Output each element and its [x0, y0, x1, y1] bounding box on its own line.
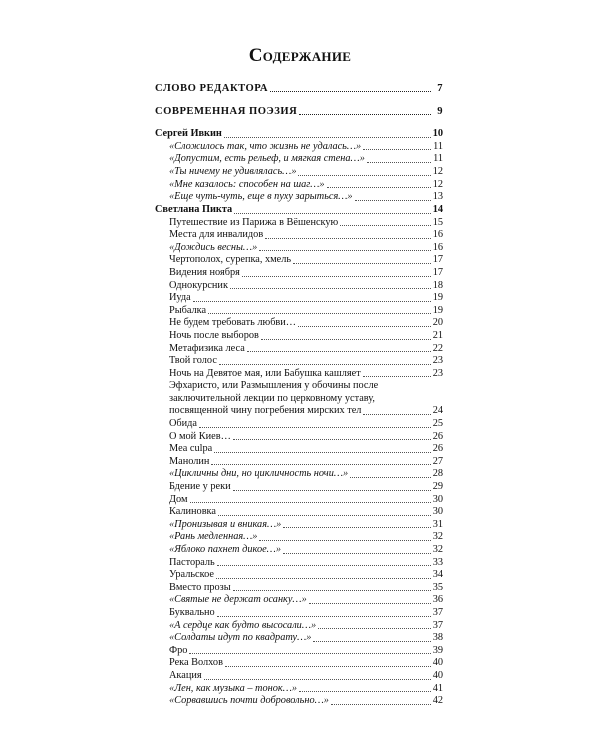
toc-page-number: 23 [432, 367, 443, 379]
toc-entry[interactable] [155, 431, 443, 444]
toc-entry-title: Бдение у реки [169, 481, 231, 493]
toc-section[interactable] [155, 82, 443, 95]
toc-page-number: 38 [432, 632, 443, 644]
toc-entry-title: Река Волхов [169, 657, 223, 669]
dot-leader [217, 565, 431, 566]
dot-leader [218, 515, 431, 516]
toc-entry-title: Не будем требовать любви… [169, 317, 297, 329]
toc-entry-title: Сергей Ивкин [155, 128, 222, 139]
dot-leader [270, 91, 431, 92]
toc-page-number: 14 [432, 203, 443, 215]
toc-entry[interactable] [155, 670, 443, 683]
dot-leader [367, 162, 431, 163]
toc-page-number: 29 [432, 481, 443, 493]
toc-page-number: 39 [432, 644, 443, 656]
toc-entry-title: Обида [169, 418, 197, 430]
toc-entry-title-line: заключительной лекции по церковному уставу, [169, 392, 376, 404]
toc-entry[interactable] [155, 280, 443, 293]
toc-entry-title: Места для инвалидов [169, 229, 264, 241]
toc-entry-title-line: посвященной чину погребения мирских тел [169, 405, 362, 417]
toc-entry[interactable] [155, 368, 443, 381]
toc-page-number: 26 [432, 443, 443, 455]
dot-leader [233, 439, 431, 440]
toc-page-number: 30 [432, 493, 443, 505]
toc-entry[interactable] [155, 594, 443, 607]
toc-entry[interactable] [155, 141, 443, 154]
dot-leader [259, 540, 430, 541]
dot-leader [242, 276, 431, 277]
toc-page-number: 19 [432, 304, 443, 316]
dot-leader [340, 225, 430, 226]
dot-leader [259, 250, 430, 251]
toc-entry-title: Однокурсник [169, 279, 228, 291]
toc-entry[interactable] [155, 544, 443, 557]
toc-page-number: 12 [432, 178, 443, 190]
dot-leader [224, 137, 431, 138]
dot-leader [247, 351, 431, 352]
toc-page-number: 37 [432, 606, 443, 618]
toc-entry-title: Mea culpa [169, 443, 213, 455]
toc-entry[interactable] [155, 166, 443, 179]
dot-leader [331, 704, 431, 705]
toc-entry[interactable] [155, 695, 443, 708]
toc-entry[interactable] [155, 506, 443, 519]
toc-page-number: 7 [437, 83, 443, 94]
toc-entry-title: «А сердце как будто высосали…» [169, 619, 317, 631]
toc-entry[interactable] [155, 582, 443, 595]
toc-page-number: 35 [432, 581, 443, 593]
toc-entry-title: «Допустим, есть рельеф, и мягкая стена…» [169, 153, 365, 165]
toc-entry-title: СОВРЕМЕННАЯ ПОЭЗИЯ [155, 106, 298, 117]
toc-entry[interactable] [155, 620, 443, 633]
toc-entry-title: Ночь после выборов [169, 329, 259, 341]
toc-page-number: 17 [432, 266, 443, 278]
toc-page-number: 32 [432, 544, 443, 555]
toc-entry-title: «Мне казалось: способен на шаг…» [169, 178, 325, 190]
dot-leader [318, 628, 431, 629]
toc-entry[interactable] [155, 229, 443, 242]
table-of-contents [155, 82, 443, 708]
toc-entry-title: Вместо прозы [169, 581, 231, 593]
toc-entry[interactable] [155, 645, 443, 658]
dot-leader [234, 213, 431, 214]
dot-leader [299, 114, 431, 115]
toc-entry[interactable] [155, 153, 443, 166]
toc-entry-title: «Дождись весны…» [169, 241, 258, 253]
dot-leader [363, 149, 431, 150]
dot-leader [309, 603, 431, 604]
toc-entry-title: «Сорвавшись почти добровольно…» [169, 695, 329, 707]
dot-leader [219, 364, 431, 365]
toc-page-number: 13 [432, 191, 443, 203]
toc-page-number: 41 [432, 682, 443, 694]
toc-entry[interactable] [155, 292, 443, 305]
toc-entry[interactable] [155, 242, 443, 255]
dot-leader [313, 641, 430, 642]
toc-entry-title: Фро [169, 644, 188, 656]
toc-entry[interactable] [155, 317, 443, 330]
toc-entry[interactable] [155, 531, 443, 544]
dot-leader [217, 616, 431, 617]
toc-page-number: 26 [432, 430, 443, 442]
toc-page-number: 24 [432, 405, 443, 417]
dot-leader [199, 427, 431, 428]
toc-entry[interactable] [155, 254, 443, 267]
dot-leader [298, 175, 430, 176]
toc-entry[interactable] [155, 481, 443, 494]
toc-page-number: 28 [432, 468, 443, 480]
dot-leader [265, 238, 431, 239]
dot-leader [299, 691, 431, 692]
dot-leader [327, 187, 431, 188]
dot-leader [208, 313, 431, 314]
toc-entry-title: «Ты ничему не удивлялась…» [169, 165, 297, 177]
toc-entry-title: Пастораль [169, 556, 215, 568]
toc-entry-title: Иуда [169, 292, 191, 304]
toc-entry[interactable] [155, 305, 443, 318]
toc-entry-title: «Пронизывая и вникая…» [169, 518, 282, 530]
toc-page-number: 20 [432, 317, 443, 329]
toc-page-number: 40 [432, 669, 443, 681]
toc-entry[interactable] [155, 519, 443, 532]
toc-entry-title: «Яблоко пахнет дикое…» [169, 544, 281, 555]
toc-page-number: 32 [432, 531, 443, 543]
toc-page-number: 15 [432, 216, 443, 228]
toc-entry[interactable] [155, 179, 443, 192]
dot-leader [189, 653, 430, 654]
toc-section[interactable] [155, 105, 443, 118]
dot-leader [233, 590, 431, 591]
dot-leader [283, 527, 430, 528]
toc-page-number: 37 [432, 619, 443, 631]
toc-page-number: 23 [432, 355, 443, 367]
toc-entry-title: «Сложилось так, что жизнь не удалась…» [169, 140, 362, 152]
toc-entry[interactable] [155, 217, 443, 230]
toc-entry-title: Ночь на Девятое мая, или Бабушка кашляет [169, 367, 361, 379]
toc-entry[interactable] [155, 443, 443, 456]
toc-page-number: 40 [432, 657, 443, 669]
toc-entry-title: Светлана Пикта [155, 203, 233, 215]
toc-entry-title: «Рань медленная…» [169, 531, 258, 543]
toc-entry-title: Акация [169, 669, 202, 681]
toc-page-number: 27 [432, 455, 443, 467]
dot-leader [225, 666, 431, 667]
dot-leader [363, 414, 430, 415]
toc-page-number: 31 [432, 518, 443, 530]
toc-entry-title: СЛОВО РЕДАКТОРА [155, 83, 269, 94]
toc-page-number: 21 [432, 329, 443, 341]
toc-page-number: 34 [432, 569, 443, 581]
toc-page-number: 19 [432, 292, 443, 304]
dot-leader [298, 326, 431, 327]
toc-entry-last-line [155, 405, 443, 418]
dot-leader [214, 452, 431, 453]
dot-leader [230, 288, 431, 289]
dot-leader [261, 339, 431, 340]
toc-page-number: 16 [432, 241, 443, 253]
toc-entry[interactable] [155, 191, 443, 204]
toc-page-number: 17 [432, 254, 443, 266]
toc-entry[interactable] [155, 456, 443, 469]
toc-entry-title: Твой голос [169, 355, 217, 367]
toc-page-number: 11 [433, 140, 443, 152]
toc-entry[interactable] [155, 355, 443, 368]
dot-leader [204, 679, 431, 680]
toc-entry-title: «Еще чуть-чуть, еще в пуху зарыться…» [169, 191, 353, 203]
toc-entry[interactable] [155, 343, 443, 356]
toc-page-number: 18 [432, 279, 443, 291]
toc-entry-title: Буквально [169, 606, 215, 618]
page-title: Содержание [248, 45, 352, 66]
dot-leader [283, 553, 431, 554]
toc-entry-title-line: Эфхаристо, или Размышления у обочины после [169, 380, 379, 392]
toc-entry-title: Метафизика леса [169, 342, 245, 354]
toc-author[interactable] [155, 128, 443, 141]
toc-entry-title: Путешествие из Парижа в Вёшенскую [169, 216, 339, 228]
toc-page-number: 11 [433, 153, 443, 165]
toc-entry-title: «Лен, как музыка – тонок…» [169, 682, 298, 694]
dot-leader [233, 490, 431, 491]
toc-entry-title: Видения ноября [169, 266, 240, 278]
toc-page-number: 9 [437, 106, 443, 117]
toc-entry[interactable] [155, 267, 443, 280]
toc-page-number: 12 [432, 165, 443, 177]
toc-entry-title: Рыбалка [169, 304, 207, 316]
toc-entry[interactable] [155, 657, 443, 670]
dot-leader [190, 502, 431, 503]
toc-page-number: 10 [432, 128, 443, 139]
toc-author[interactable] [155, 204, 443, 217]
toc-page-number: 25 [432, 418, 443, 430]
toc-entry-title: «Цикличны дни, но цикличность ночи…» [169, 468, 349, 480]
toc-page-number: 16 [432, 229, 443, 241]
toc-page-number: 33 [432, 556, 443, 568]
toc-entry[interactable] [155, 330, 443, 343]
dot-leader [293, 263, 431, 264]
toc-entry-title: Калиновка [169, 506, 216, 518]
toc-entry-title: О мой Киев… [169, 430, 231, 442]
dot-leader [350, 477, 431, 478]
dot-leader [193, 301, 431, 302]
dot-leader [363, 376, 431, 377]
toc-entry-title: Уральское [169, 569, 214, 581]
toc-entry-title: «Святые не держат осанку…» [169, 594, 307, 606]
toc-entry[interactable] [155, 607, 443, 620]
dot-leader [216, 578, 431, 579]
toc-entry-title: Чертополох, сурепка, хмель [169, 254, 292, 266]
toc-entry[interactable] [155, 569, 443, 582]
toc-entry[interactable] [155, 418, 443, 431]
toc-entry[interactable] [155, 557, 443, 570]
toc-entry[interactable] [155, 468, 443, 481]
toc-entry-title: Дом [169, 493, 188, 505]
toc-entry[interactable] [155, 380, 443, 418]
toc-entry[interactable] [155, 683, 443, 696]
toc-entry-title: Манолин [169, 455, 210, 467]
dot-leader [211, 464, 430, 465]
toc-page-number: 36 [432, 594, 443, 606]
toc-entry[interactable] [155, 494, 443, 507]
dot-leader [355, 200, 431, 201]
toc-page-number: 22 [432, 342, 443, 354]
toc-entry[interactable] [155, 632, 443, 645]
toc-page-number: 42 [432, 695, 443, 707]
toc-entry-title: «Солдаты идут по квадрату…» [169, 632, 312, 644]
toc-page-number: 30 [432, 506, 443, 518]
